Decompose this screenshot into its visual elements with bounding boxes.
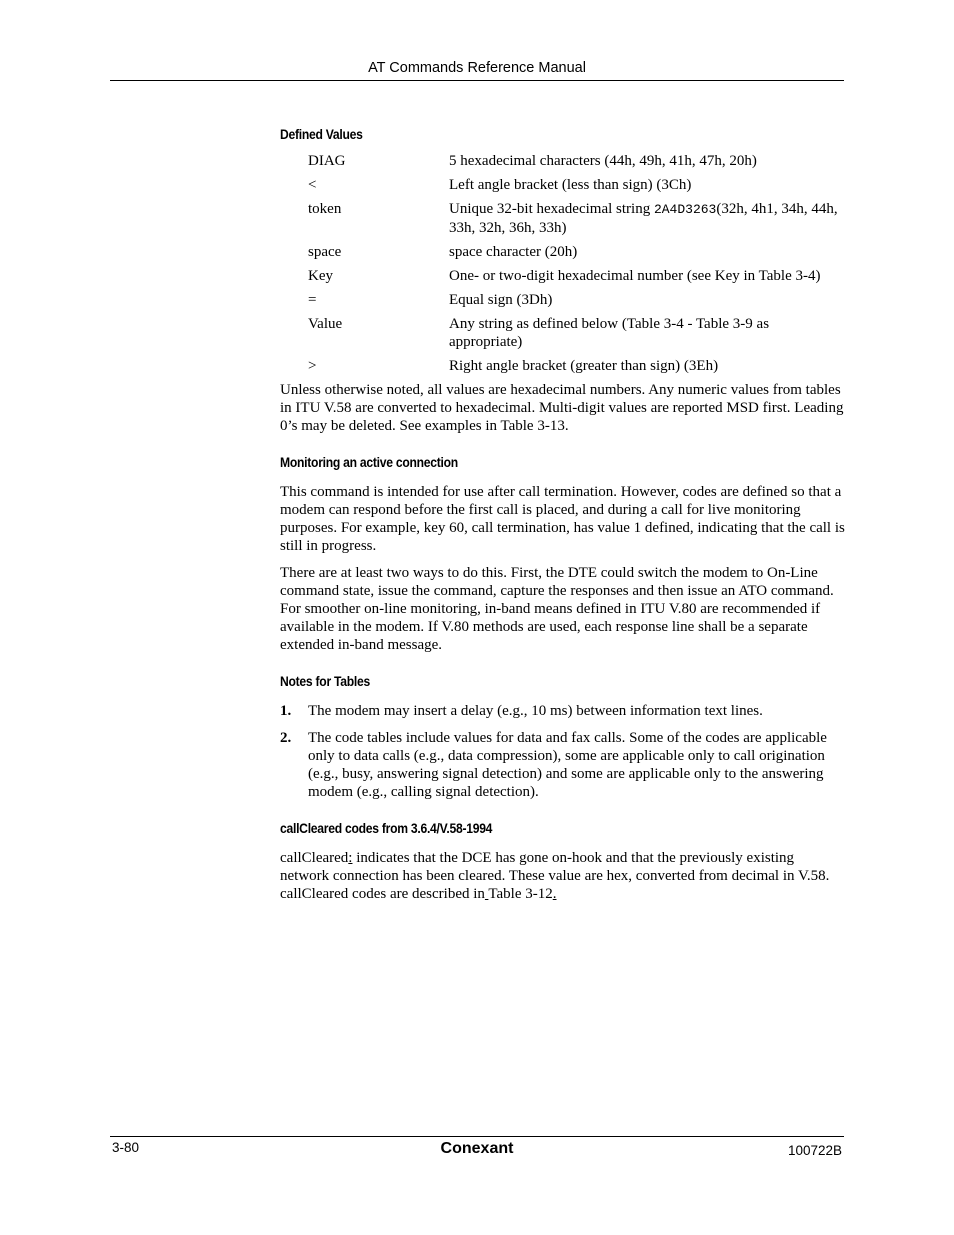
value-row [308, 291, 846, 309]
callcleared-term: callCleared [280, 850, 349, 866]
list-text: The modem may insert a delay (e.g., 10 ms) between information text lines. [308, 703, 763, 719]
list-number: 2. [280, 730, 292, 746]
value-desc: Equal sign (3Dh) [449, 292, 553, 308]
callcleared-period: . [552, 886, 557, 902]
value-desc: One- or two-digit hexadecimal number (see Key in Table 3-4) [449, 268, 821, 284]
value-term: space [308, 244, 342, 260]
value-desc-text: Unique 32-bit hexadecimal string [449, 201, 654, 217]
value-desc: Any string as defined below (Table 3-4 - Table 3-9 as appropriate) [449, 316, 770, 350]
page-header-title: AT Commands Reference Manual [368, 60, 586, 76]
value-row [308, 243, 846, 261]
value-row [308, 315, 846, 351]
document-number: 100722B [787, 1143, 842, 1158]
value-desc: 5 hexadecimal characters (44h, 49h, 41h, 47h, 20h) [449, 153, 757, 169]
value-row [308, 267, 846, 285]
value-desc: Left angle bracket (less than sign) (3Ch) [449, 177, 692, 193]
callcleared-colon: : [348, 850, 353, 866]
notes-heading: Notes for Tables [280, 674, 370, 689]
list-item [280, 702, 846, 720]
list-text: The code tables include values for data and fax calls. Some of the codes are applicable only to data calls (e.g., data compression), some are applicable only to call origination (e.g., busy, answering signal detection) and some are applicable only to the answering modem (e.g., calling signal detection). [308, 730, 827, 800]
callcleared-paragraph [280, 849, 846, 903]
value-desc-text: (32h, 4h1, 34h, 44h, 33h, 32h, 36h, 33h) [449, 201, 838, 236]
company-name: Conexant [440, 1140, 514, 1157]
value-term: < [308, 177, 317, 193]
page-content [280, 126, 846, 912]
value-desc [449, 200, 846, 237]
value-row [308, 200, 846, 237]
value-desc: space character (20h) [449, 244, 578, 260]
defined-values-heading: Defined Values [280, 127, 363, 142]
header-rule [110, 80, 844, 81]
table-reference-link[interactable]: Table 3-12 [488, 886, 553, 902]
defined-values-table [308, 152, 846, 375]
value-term: = [308, 292, 317, 308]
monitoring-paragraph: This command is intended for use after call termination. However, codes are defined so that a modem can respond before the first call is placed, and during a call for live monitoring purposes. For example, key 60, call termination, has value 1 defined, indicating that the call is still in progress. [280, 484, 845, 554]
defined-values-note: Unless otherwise noted, all values are hexadecimal numbers. Any numeric values from tables in ITU V.58 are converted to hexadecimal. Multi-digit values are reported MSD first. Leading 0’s may be deleted. See examples in Table 3-13. [280, 382, 844, 434]
value-row [308, 152, 846, 170]
list-number: 1. [280, 703, 292, 719]
value-term: > [308, 358, 317, 374]
token-code: 2A4D3263 [653, 202, 717, 217]
callcleared-heading: callCleared codes from 3.6.4/V.58-1994 [280, 821, 493, 836]
value-desc: Right angle bracket (greater than sign) (3Eh) [449, 358, 719, 374]
value-term: Key [308, 268, 333, 284]
value-term: token [308, 201, 342, 217]
monitoring-paragraph: There are at least two ways to do this. First, the DTE could switch the modem to On-Line command state, issue the command, capture the responses and then issue an ATO command. For smoother on-line monitoring, in-band means defined in ITU V.80 are recommended if available in the modem. If V.80 methods are used, each response line shall be a separate extended in-band message. [280, 565, 834, 653]
list-item [280, 729, 846, 801]
footer-rule [110, 1136, 844, 1137]
value-term: DIAG [308, 153, 346, 169]
value-term: Value [308, 316, 343, 332]
value-row [308, 176, 846, 194]
monitoring-heading: Monitoring an active connection [280, 455, 458, 470]
value-row [308, 357, 846, 375]
callcleared-text: indicates that the DCE has gone on-hook and that the previously existing network connection has been cleared. These value are hex, converted from decimal in V.58. callCleared codes are described in [280, 850, 830, 902]
page-number: 3-80 [112, 1140, 140, 1155]
